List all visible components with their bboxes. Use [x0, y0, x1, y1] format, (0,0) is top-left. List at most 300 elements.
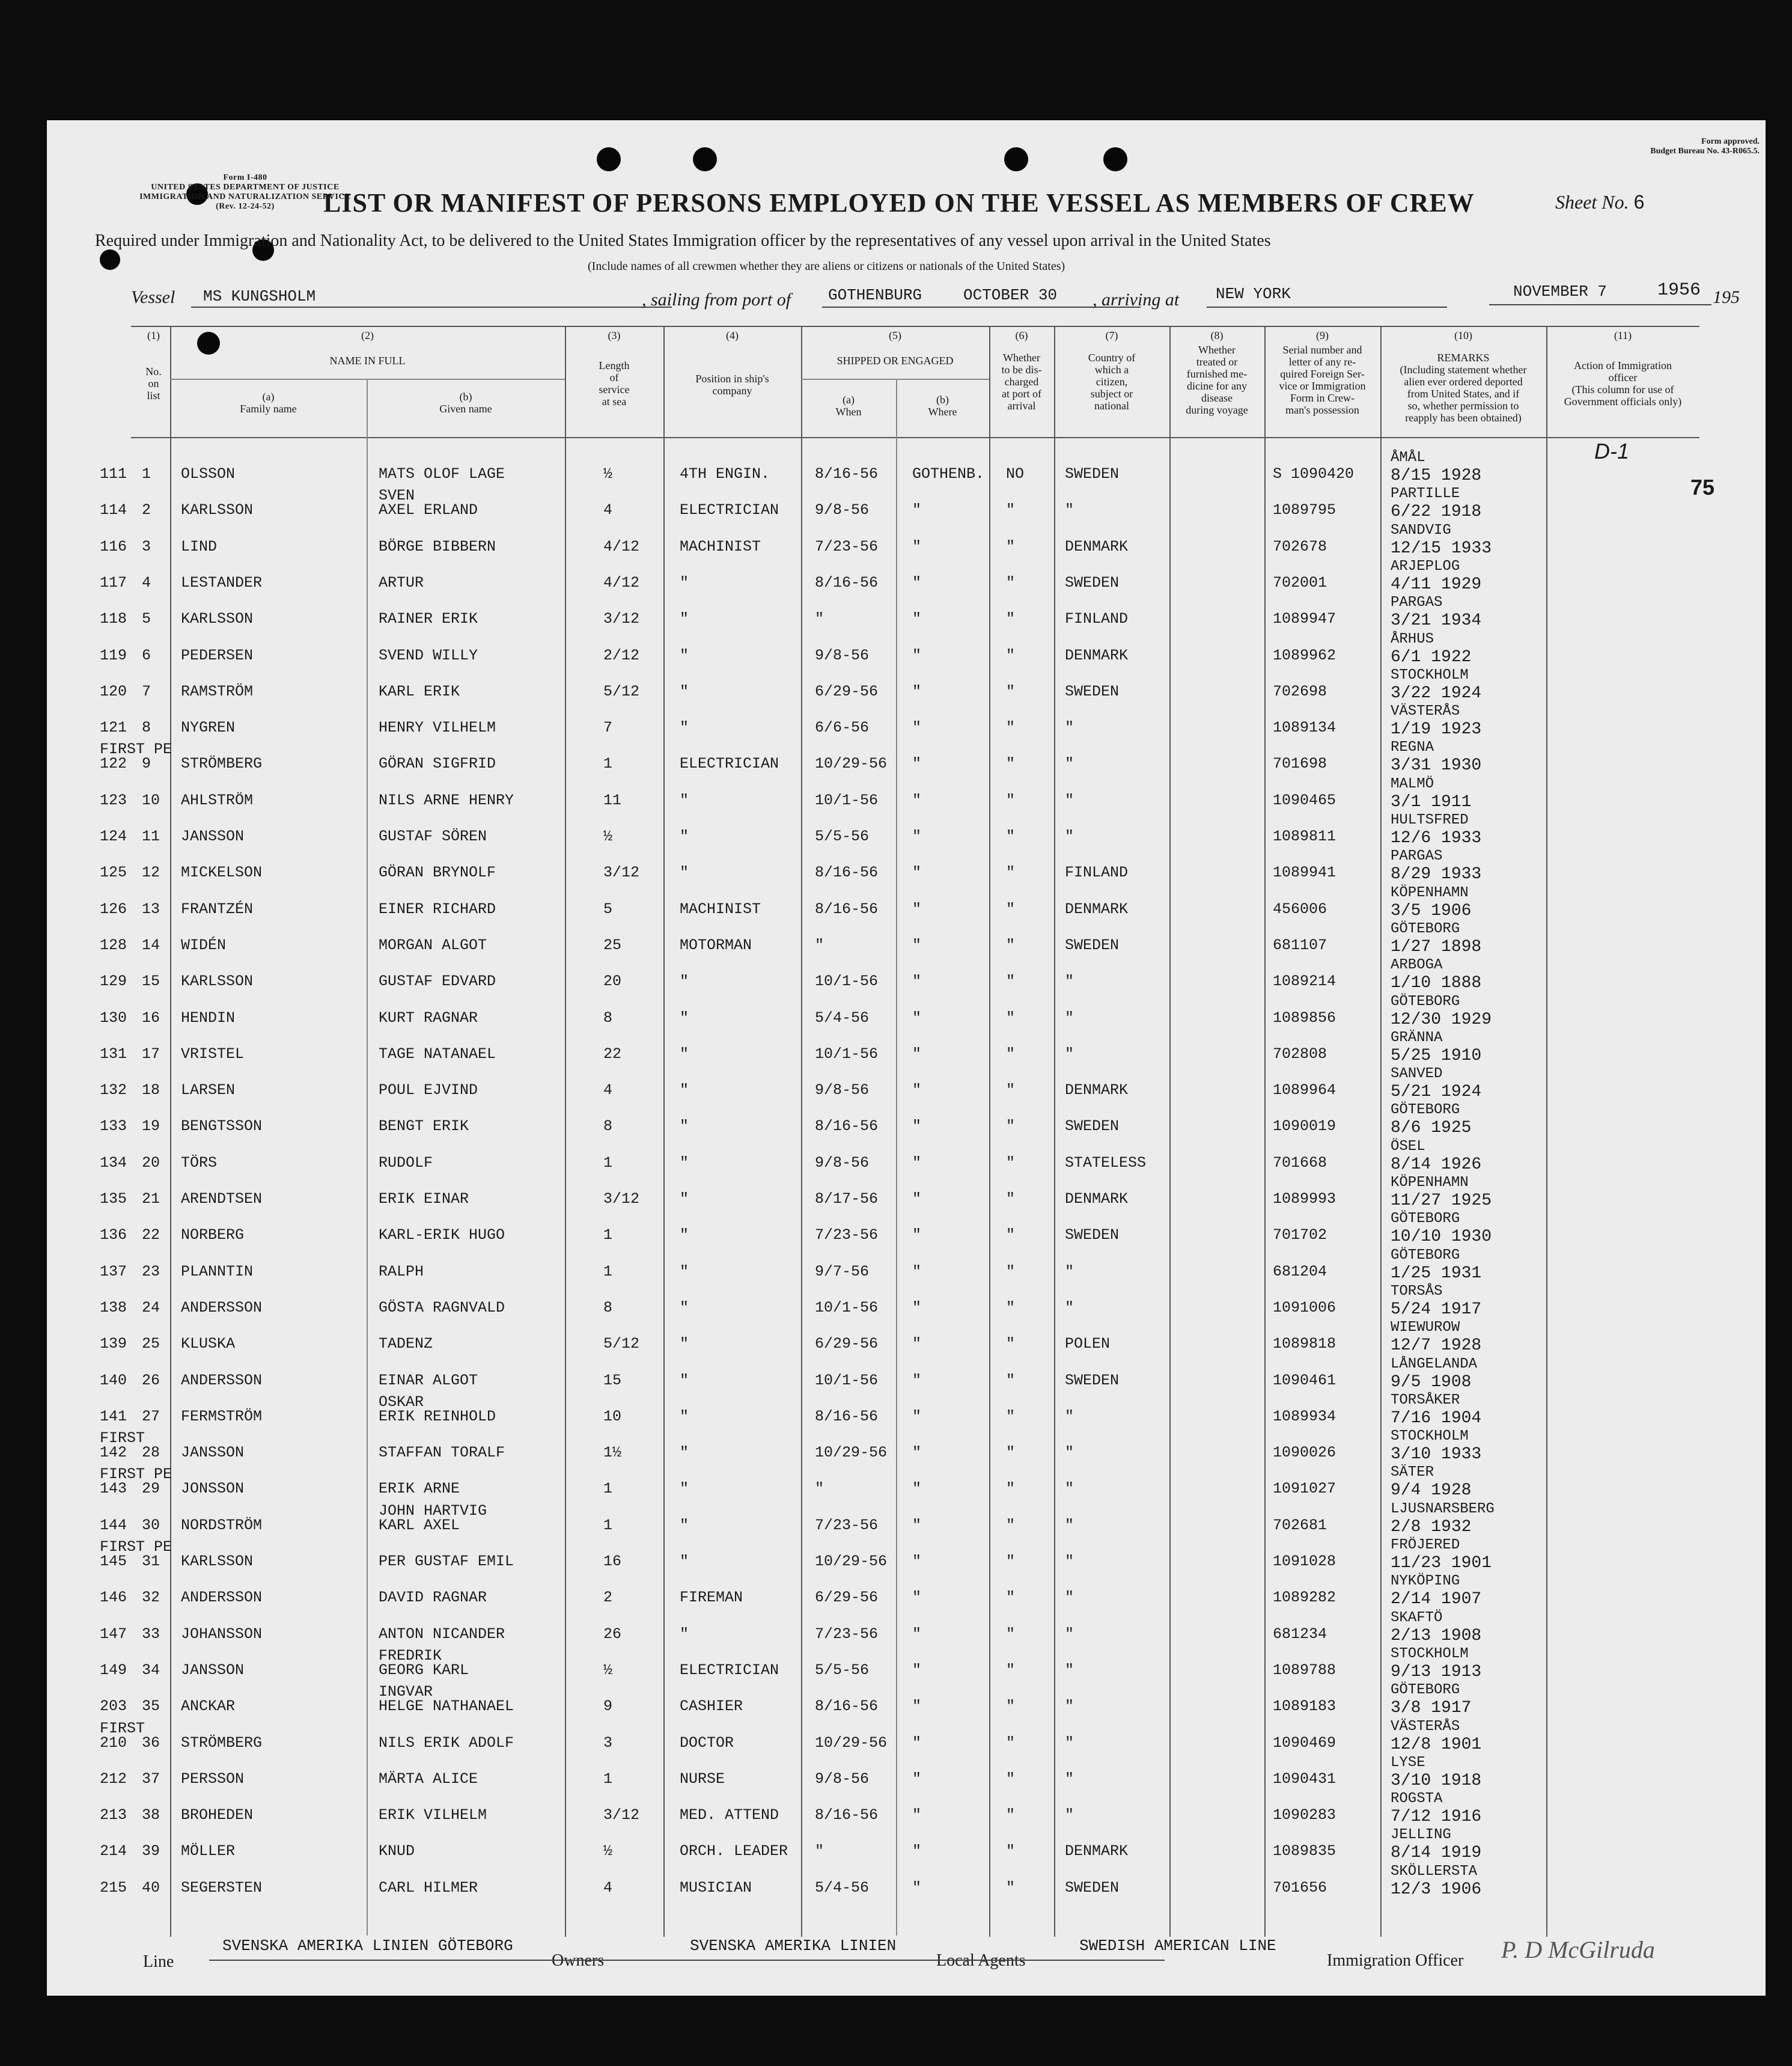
page-annotation: 75: [1690, 475, 1715, 500]
given-name: GUSTAF SÖREN: [379, 828, 487, 845]
shipped-where: ": [912, 936, 922, 954]
col-11-number: (11): [1614, 329, 1632, 341]
family-name: KARLSSON: [181, 610, 254, 628]
serial-number: 1089795: [1273, 501, 1336, 519]
col-4-number: (4): [726, 329, 739, 341]
family-name: SEGERSTEN: [181, 1878, 263, 1896]
birth-place: KÖPENHAMN: [1391, 1175, 1469, 1191]
discharge-status: ": [1006, 1444, 1016, 1462]
birth-date: 3/31 1930: [1391, 756, 1482, 775]
row-id: 132: [100, 1081, 127, 1099]
country: DENMARK: [1065, 646, 1129, 664]
shipped-when: 8/16-56: [815, 1407, 879, 1425]
shipped-when: ": [815, 1480, 824, 1498]
row-number: 25: [142, 1335, 160, 1353]
discharge-status: ": [1006, 1516, 1016, 1534]
birth-place: MALMÖ: [1391, 775, 1434, 792]
given-name: ERIK VILHELM: [379, 1806, 487, 1824]
arrival-year: 1956: [1657, 280, 1701, 301]
birth-place: GRÄNNA: [1391, 1029, 1443, 1046]
country: SWEDEN: [1065, 1878, 1120, 1896]
given-name-extra: OSKAR: [379, 1393, 424, 1411]
discharge-status: ": [1006, 864, 1016, 882]
row-id: 210: [100, 1734, 127, 1752]
birth-place: LÅNGELANDA: [1391, 1355, 1478, 1372]
table-row: [47, 1211, 1766, 1252]
row-number: 14: [142, 936, 160, 954]
country: ": [1065, 1698, 1074, 1716]
service-length: 4: [603, 1878, 613, 1896]
discharge-status: ": [1006, 1806, 1016, 1824]
table-row: [47, 1718, 1766, 1759]
table-row: [47, 1464, 1766, 1505]
shipped-when: 10/1-56: [815, 791, 879, 809]
row-number: 2: [142, 501, 151, 519]
birth-date: 7/12 1916: [1391, 1808, 1482, 1827]
service-length: ½: [603, 465, 613, 483]
birth-place: PARTILLE: [1391, 486, 1460, 503]
punch-hole: [1103, 147, 1127, 171]
discharge-status: ": [1006, 682, 1016, 700]
given-name: RAINER ERIK: [379, 610, 478, 628]
given-name: EINAR ALGOT: [379, 1371, 478, 1389]
shipped-where: GOTHENB.: [912, 465, 985, 483]
family-name: KARLSSON: [181, 1553, 254, 1570]
row-id: 143: [100, 1480, 127, 1498]
position: ": [680, 1625, 689, 1643]
service-length: 8: [603, 1298, 613, 1316]
service-length: 5/12: [603, 1335, 640, 1353]
given-name: ERIK REINHOLD: [379, 1407, 496, 1425]
shipped-where: ": [912, 755, 922, 773]
row-number: 24: [142, 1298, 160, 1316]
page-title: LIST OR MANIFEST OF PERSONS EMPLOYED ON THE VESSEL AS MEMBERS OF CREW: [323, 188, 1475, 218]
row-id: 140: [100, 1371, 127, 1389]
birth-date: 11/23 1901: [1391, 1554, 1492, 1572]
birth-place: ARBOGA: [1391, 957, 1443, 974]
serial-number: 701668: [1273, 1154, 1327, 1172]
given-name: RUDOLF: [379, 1154, 433, 1172]
position: ": [680, 610, 689, 628]
service-length: 5: [603, 900, 613, 918]
discharge-status: ": [1006, 1045, 1016, 1063]
given-name: GÖSTA RAGNVALD: [379, 1298, 505, 1316]
service-length: 7: [603, 719, 613, 737]
discharge-status: ": [1006, 1371, 1016, 1389]
row-id: 149: [100, 1661, 127, 1679]
col-11-header: Action of Immigration officer (This column for use of Government officials only): [1564, 359, 1682, 408]
arrival-date: NOVEMBER 7: [1513, 283, 1608, 301]
officer-signature: P. D McGilruda: [1501, 1936, 1655, 1963]
col-5a-header: (a) When: [835, 394, 862, 418]
line-label: Line: [143, 1952, 174, 1971]
sailing-label: , sailing from port of: [642, 290, 791, 310]
birth-date: 11/27 1925: [1391, 1191, 1492, 1210]
given-name: STAFFAN TORALF: [379, 1444, 505, 1462]
service-length: 1: [603, 755, 613, 773]
family-name: STRÖMBERG: [181, 755, 263, 773]
family-name: PERSSON: [181, 1770, 245, 1788]
serial-number: 1090283: [1273, 1806, 1336, 1824]
discharge-status: ": [1006, 1553, 1016, 1570]
country: SWEDEN: [1065, 1371, 1120, 1389]
country: ": [1065, 1009, 1074, 1027]
given-name: MATS OLOF LAGE: [379, 465, 505, 483]
form-approved: Form approved. Budget Bureau No. 43-R065.5.: [1650, 137, 1760, 156]
service-length: ½: [603, 1661, 613, 1679]
given-name: CARL HILMER: [379, 1878, 478, 1896]
discharge-status: ": [1006, 1335, 1016, 1353]
shipped-when: 8/16-56: [815, 573, 879, 591]
discharge-status: ": [1006, 1081, 1016, 1099]
col-2-header: NAME IN FULL: [329, 355, 406, 367]
family-name: PEDERSEN: [181, 646, 254, 664]
country: ": [1065, 1589, 1074, 1607]
birth-place: ÅRHUS: [1391, 631, 1434, 647]
shipped-where: ": [912, 1407, 922, 1425]
birth-date: 10/10 1930: [1391, 1227, 1492, 1247]
service-length: 5/12: [603, 682, 640, 700]
family-name: LIND: [181, 537, 218, 555]
serial-number: 701698: [1273, 755, 1327, 773]
row-id: 133: [100, 1117, 127, 1135]
family-name: JANSSON: [181, 1661, 245, 1679]
shipped-where: ": [912, 1371, 922, 1389]
col-9-header: Serial number and letter of any re- quired Foreign Ser- vice or Immigration Form in Crew- man's possession: [1279, 344, 1366, 416]
given-name: ANTON NICANDER: [379, 1625, 505, 1643]
shipped-when: ": [815, 936, 824, 954]
service-length: 1: [603, 1154, 613, 1172]
family-name: FRANTZÉN: [181, 900, 254, 918]
discharge-status: ": [1006, 1154, 1016, 1172]
shipped-where: ": [912, 1262, 922, 1280]
service-length: 4/12: [603, 537, 640, 555]
col-5b-header: (b) Where: [928, 394, 957, 418]
row-id: 118: [100, 610, 127, 628]
col-2-number: (2): [361, 329, 374, 341]
country: SWEDEN: [1065, 465, 1120, 483]
discharge-status: ": [1006, 646, 1016, 664]
birth-place: GÖTEBORG: [1391, 993, 1460, 1010]
shipped-when: 7/23-56: [815, 1516, 879, 1534]
col-8-number: (8): [1210, 329, 1224, 341]
service-length: 1: [603, 1770, 613, 1788]
service-length: 16: [603, 1553, 622, 1570]
position: NURSE: [680, 1770, 725, 1788]
service-length: 22: [603, 1045, 622, 1063]
row-number: 21: [142, 1190, 160, 1208]
shipped-when: 8/16-56: [815, 900, 879, 918]
discharge-status: ": [1006, 900, 1016, 918]
birth-date: 3/21 1934: [1391, 611, 1482, 631]
family-name: KARLSSON: [181, 973, 254, 991]
birth-date: 9/4 1928: [1391, 1481, 1472, 1500]
shipped-when: 6/29-56: [815, 682, 879, 700]
shipped-when: 8/16-56: [815, 1117, 879, 1135]
col-1-number: (1): [147, 329, 160, 341]
discharge-status: ": [1006, 1625, 1016, 1643]
shipped-where: ": [912, 973, 922, 991]
serial-number: 456006: [1273, 900, 1327, 918]
position: ": [680, 1553, 689, 1570]
row-number: 19: [142, 1117, 160, 1135]
sailing-date: OCTOBER 30: [963, 286, 1058, 304]
birth-date: 12/30 1929: [1391, 1010, 1492, 1029]
row-number: 26: [142, 1371, 160, 1389]
country: SWEDEN: [1065, 1117, 1120, 1135]
row-id: 131: [100, 1045, 127, 1063]
row-number: 28: [142, 1444, 160, 1462]
row-number: 39: [142, 1842, 160, 1860]
serial-number: 1089856: [1273, 1009, 1336, 1027]
table-row: [47, 1355, 1766, 1397]
family-name: LARSEN: [181, 1081, 236, 1099]
table-row: [47, 1754, 1766, 1796]
col-10-header: REMARKS (Including statement whether alien ever ordered deported from United States, and if so, whether permission to reapply has been obtained): [1400, 352, 1527, 424]
table-row: [47, 1283, 1766, 1324]
birth-place: STOCKHOLM: [1391, 667, 1469, 683]
row-note: FIRST PE: [100, 741, 172, 759]
discharge-status: ": [1006, 791, 1016, 809]
birth-date: 8/6 1925: [1391, 1119, 1472, 1138]
col-6-header: Whether to be dis- charged at port of arrival: [1001, 352, 1042, 412]
shipped-when: 6/6-56: [815, 719, 870, 737]
shipped-when: 6/29-56: [815, 1335, 879, 1353]
shipped-when: 9/8-56: [815, 1770, 870, 1788]
row-number: 37: [142, 1770, 160, 1788]
family-name: RAMSTRÖM: [181, 682, 254, 700]
position: ": [680, 1226, 689, 1244]
birth-place: LJUSNARSBERG: [1391, 1500, 1495, 1517]
shipped-where: ": [912, 573, 922, 591]
agents-value: SVENSKA AMERIKA LINIEN: [690, 1937, 897, 1955]
family-name: ANCKAR: [181, 1698, 236, 1716]
discharge-status: ": [1006, 1009, 1016, 1027]
position: MUSICIAN: [680, 1878, 752, 1896]
shipped-where: ": [912, 1081, 922, 1099]
sheet-number: Sheet No. 6: [1555, 191, 1645, 213]
position: ": [680, 1154, 689, 1172]
service-length: 15: [603, 1371, 622, 1389]
table-row: [47, 1392, 1766, 1433]
swedish-line-value: SWEDISH AMERICAN LINE: [1079, 1937, 1276, 1955]
arriving-label: , arriving at: [1093, 290, 1180, 310]
shipped-when: 7/23-56: [815, 1625, 879, 1643]
birth-date: 3/1 1911: [1391, 792, 1472, 811]
family-name: TÖRS: [181, 1154, 218, 1172]
country: ": [1065, 1806, 1074, 1824]
country: ": [1065, 1480, 1074, 1498]
birth-place: ARJEPLOG: [1391, 558, 1460, 575]
table-row: [47, 1645, 1766, 1687]
required-notice: Required under Immigration and Nationality Act, to be delivered to the United States Immigration officer by the representatives of any vessel upon arrival in the United States: [95, 231, 1271, 250]
service-length: 3/12: [603, 864, 640, 882]
birth-date: 2/13 1908: [1391, 1626, 1482, 1645]
include-notice: (Include names of all crewmen whether they are aliens or citizens or nationals of the United States): [588, 260, 1065, 273]
service-length: 25: [603, 936, 622, 954]
serial-number: 701702: [1273, 1226, 1327, 1244]
birth-place: VÄSTERÅS: [1391, 703, 1460, 720]
birth-date: 12/6 1933: [1391, 829, 1482, 848]
table-row: [47, 1175, 1766, 1215]
serial-number: 1089947: [1273, 610, 1336, 628]
row-id: 124: [100, 828, 127, 845]
given-name: POUL EJVIND: [379, 1081, 478, 1099]
service-length: 26: [603, 1625, 622, 1643]
service-length: 4: [603, 1081, 613, 1099]
serial-number: 1090461: [1273, 1371, 1336, 1389]
serial-number: 1089934: [1273, 1407, 1336, 1425]
shipped-when: 6/29-56: [815, 1589, 879, 1607]
table-row: [47, 667, 1766, 708]
given-name: GUSTAF EDVARD: [379, 973, 496, 991]
birth-place: PARGAS: [1391, 848, 1443, 865]
serial-number: 1089134: [1273, 719, 1336, 737]
vessel-row: [83, 280, 1754, 313]
row-note: FIRST: [100, 1429, 145, 1447]
family-name: JONSSON: [181, 1480, 245, 1498]
given-name-extra: SVEN: [379, 487, 415, 505]
birth-place: SÄTER: [1391, 1464, 1434, 1481]
table-row: [47, 1066, 1766, 1107]
discharge-status: ": [1006, 828, 1016, 845]
given-name: ERIK EINAR: [379, 1190, 469, 1208]
birth-place: SKAFTÖ: [1391, 1609, 1443, 1626]
col-5-header: SHIPPED OR ENGAGED: [837, 355, 954, 367]
given-name: ERIK ARNE: [379, 1480, 460, 1498]
country: SWEDEN: [1065, 682, 1120, 700]
row-id: 139: [100, 1335, 127, 1353]
birth-place: SANDVIG: [1391, 522, 1451, 539]
family-name: PLANNTIN: [181, 1262, 254, 1280]
table-row: [47, 703, 1766, 744]
col-1-header: No. on list: [145, 365, 162, 402]
country: DENMARK: [1065, 1842, 1129, 1860]
row-number: 13: [142, 900, 160, 918]
serial-number: 1089183: [1273, 1698, 1336, 1716]
country: DENMARK: [1065, 900, 1129, 918]
birth-place: SANVED: [1391, 1066, 1443, 1083]
birth-date: 12/15 1933: [1391, 539, 1492, 558]
officer-label: Immigration Officer: [1327, 1951, 1464, 1970]
position: ": [680, 1262, 689, 1280]
given-name: EINER RICHARD: [379, 900, 496, 918]
position: ": [680, 1081, 689, 1099]
shipped-where: ": [912, 719, 922, 737]
shipped-where: ": [912, 1661, 922, 1679]
discharge-status: ": [1006, 973, 1016, 991]
country: ": [1065, 1407, 1074, 1425]
country: ": [1065, 1625, 1074, 1643]
country: ": [1065, 1298, 1074, 1316]
shipped-where: ": [912, 791, 922, 809]
serial-number: 702678: [1273, 537, 1327, 555]
serial-number: S 1090420: [1273, 465, 1355, 483]
family-name: NORBERG: [181, 1226, 245, 1244]
table-row: [47, 631, 1766, 672]
position: ": [680, 1371, 689, 1389]
position: ": [680, 719, 689, 737]
country: FINLAND: [1065, 864, 1129, 882]
position: ": [680, 1516, 689, 1534]
service-length: 4: [603, 501, 613, 519]
row-number: 11: [142, 828, 160, 845]
position: ": [680, 1298, 689, 1316]
country: SWEDEN: [1065, 936, 1120, 954]
birth-place: NYKÖPING: [1391, 1573, 1460, 1590]
col-2b-header: (b) Given name: [439, 391, 492, 415]
birth-place: TORSÅS: [1391, 1283, 1443, 1300]
serial-number: 702808: [1273, 1045, 1327, 1063]
country: ": [1065, 1045, 1074, 1063]
table-row: [47, 1102, 1766, 1143]
shipped-where: ": [912, 1770, 922, 1788]
service-length: 9: [603, 1698, 613, 1716]
shipped-where: ": [912, 864, 922, 882]
shipped-where: ": [912, 1842, 922, 1860]
shipped-when: 9/8-56: [815, 501, 870, 519]
shipped-where: ": [912, 1009, 922, 1027]
given-name: BENGT ERIK: [379, 1117, 469, 1135]
row-number: 17: [142, 1045, 160, 1063]
service-length: ½: [603, 828, 613, 845]
birth-date: 1/10 1888: [1391, 974, 1482, 993]
shipped-when: 10/29-56: [815, 1444, 888, 1462]
table-row: [47, 993, 1766, 1035]
table-row: [47, 739, 1766, 780]
birth-place: HULTSFRED: [1391, 812, 1469, 828]
country: DENMARK: [1065, 1190, 1129, 1208]
col-6-number: (6): [1015, 329, 1028, 341]
given-name: MORGAN ALGOT: [379, 936, 487, 954]
discharge-status: ": [1006, 1770, 1016, 1788]
family-name: ANDERSSON: [181, 1298, 263, 1316]
position: ": [680, 1009, 689, 1027]
family-name: MICKELSON: [181, 864, 263, 882]
row-id: 117: [100, 573, 127, 591]
shipped-when: 8/16-56: [815, 864, 879, 882]
given-name: RALPH: [379, 1262, 424, 1280]
shipped-where: ": [912, 1045, 922, 1063]
shipped-where: ": [912, 1625, 922, 1643]
table-row: [47, 1138, 1766, 1179]
table-row: [47, 558, 1766, 599]
discharge-status: ": [1006, 537, 1016, 555]
shipped-where: ": [912, 1298, 922, 1316]
country: ": [1065, 1553, 1074, 1570]
table-row: [47, 1827, 1766, 1868]
discharge-status: ": [1006, 1407, 1016, 1425]
shipped-where: ": [912, 1226, 922, 1244]
shipped-when: 10/1-56: [815, 1298, 879, 1316]
family-name: WIDÉN: [181, 936, 227, 954]
country: SWEDEN: [1065, 1226, 1120, 1244]
family-name: ANDERSSON: [181, 1371, 263, 1389]
discharge-status: ": [1006, 573, 1016, 591]
family-name: JANSSON: [181, 1444, 245, 1462]
country: FINLAND: [1065, 610, 1129, 628]
birth-place: LYSE: [1391, 1754, 1425, 1771]
position: CASHIER: [680, 1698, 743, 1716]
birth-date: 9/5 1908: [1391, 1372, 1472, 1392]
given-name: KARL ERIK: [379, 682, 460, 700]
service-length: 3: [603, 1734, 613, 1752]
given-name: PER GUSTAF EMIL: [379, 1553, 514, 1570]
birth-date: 12/3 1906: [1391, 1880, 1482, 1899]
row-id: 120: [100, 682, 127, 700]
family-name: AHLSTRÖM: [181, 791, 254, 809]
row-note: FIRST PE: [100, 1465, 172, 1484]
